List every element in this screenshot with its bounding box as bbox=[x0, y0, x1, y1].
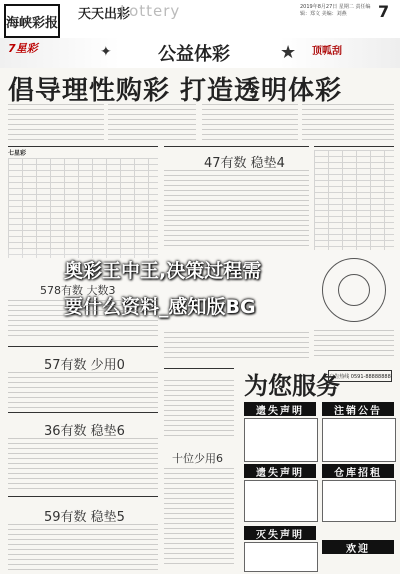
section-divider bbox=[8, 346, 158, 347]
masthead-watermark: Lottery bbox=[120, 2, 181, 20]
notice-label: 仓库招租 bbox=[322, 464, 394, 478]
newspaper-logo: 海峡彩报 bbox=[4, 4, 60, 38]
masthead bbox=[0, 0, 400, 40]
article-column bbox=[108, 104, 196, 142]
article-column bbox=[164, 380, 234, 440]
masthead-title: 天天出彩 bbox=[78, 7, 131, 22]
article-column bbox=[314, 330, 394, 360]
notice-label: 遗失声明 bbox=[244, 464, 316, 478]
overlay-title-line1: 奥彩王中王,决策过程需 bbox=[64, 260, 262, 282]
article-column bbox=[8, 438, 158, 492]
forecast-headline: 59有数 稳垫5 bbox=[44, 510, 125, 525]
section-divider bbox=[164, 146, 309, 147]
article-column bbox=[8, 300, 158, 340]
overlay-title-line2: 要什么资料_感知版BG bbox=[64, 296, 256, 318]
ad-section-header: 为您服务 bbox=[244, 372, 340, 400]
trend-table bbox=[314, 150, 394, 250]
forecast-headline: 十位少用6 bbox=[172, 452, 223, 465]
notice-box bbox=[244, 418, 318, 462]
diagram-circle bbox=[338, 274, 370, 306]
section-divider bbox=[8, 412, 158, 413]
section-divider bbox=[8, 496, 158, 497]
star-icon: ★ bbox=[280, 42, 297, 63]
notice-label: 灭失声明 bbox=[244, 526, 316, 540]
article-column bbox=[164, 170, 309, 248]
article-column bbox=[8, 372, 158, 408]
section-divider bbox=[164, 368, 234, 369]
star-icon: ✦ bbox=[100, 44, 112, 60]
notice-box bbox=[244, 480, 318, 522]
notice-box bbox=[244, 542, 318, 572]
article-column bbox=[164, 332, 309, 362]
notice-label: 遗失声明 bbox=[244, 402, 316, 416]
results-table bbox=[8, 158, 158, 258]
article-column bbox=[202, 104, 298, 142]
page-headline: 倡导理性购彩 打造透明体彩 bbox=[8, 76, 343, 106]
notice-box bbox=[322, 418, 396, 462]
article-column bbox=[8, 524, 158, 570]
section-divider bbox=[314, 146, 394, 147]
section-divider bbox=[8, 146, 158, 147]
notice-label: 欢迎 bbox=[322, 540, 394, 554]
notice-label: 注销公告 bbox=[322, 402, 394, 416]
masthead-info: 2019年8月27日 星期二 责任编辑：郑文 美编：刘燕 bbox=[300, 4, 371, 17]
article-column bbox=[8, 104, 104, 142]
notice-box bbox=[322, 480, 396, 522]
section-tag: 七星彩 bbox=[8, 150, 27, 157]
qixingcai-logo: 7星彩 bbox=[8, 42, 38, 55]
section-banner bbox=[0, 38, 400, 68]
forecast-headline: 578有数 大数3 bbox=[40, 284, 116, 297]
page-number: 7 bbox=[378, 2, 390, 21]
article-column bbox=[164, 468, 234, 568]
dingguagua-logo: 顶呱刮 bbox=[312, 46, 342, 57]
ad-hotline: 广告热线 0591-88888888 bbox=[328, 370, 392, 382]
banner-title: 公益体彩 bbox=[158, 44, 230, 65]
article-column bbox=[302, 104, 394, 142]
forecast-headline: 57有数 少用0 bbox=[44, 358, 125, 373]
forecast-headline: 36有数 稳垫6 bbox=[44, 424, 125, 439]
forecast-headline: 47有数 稳垫4 bbox=[204, 156, 285, 171]
